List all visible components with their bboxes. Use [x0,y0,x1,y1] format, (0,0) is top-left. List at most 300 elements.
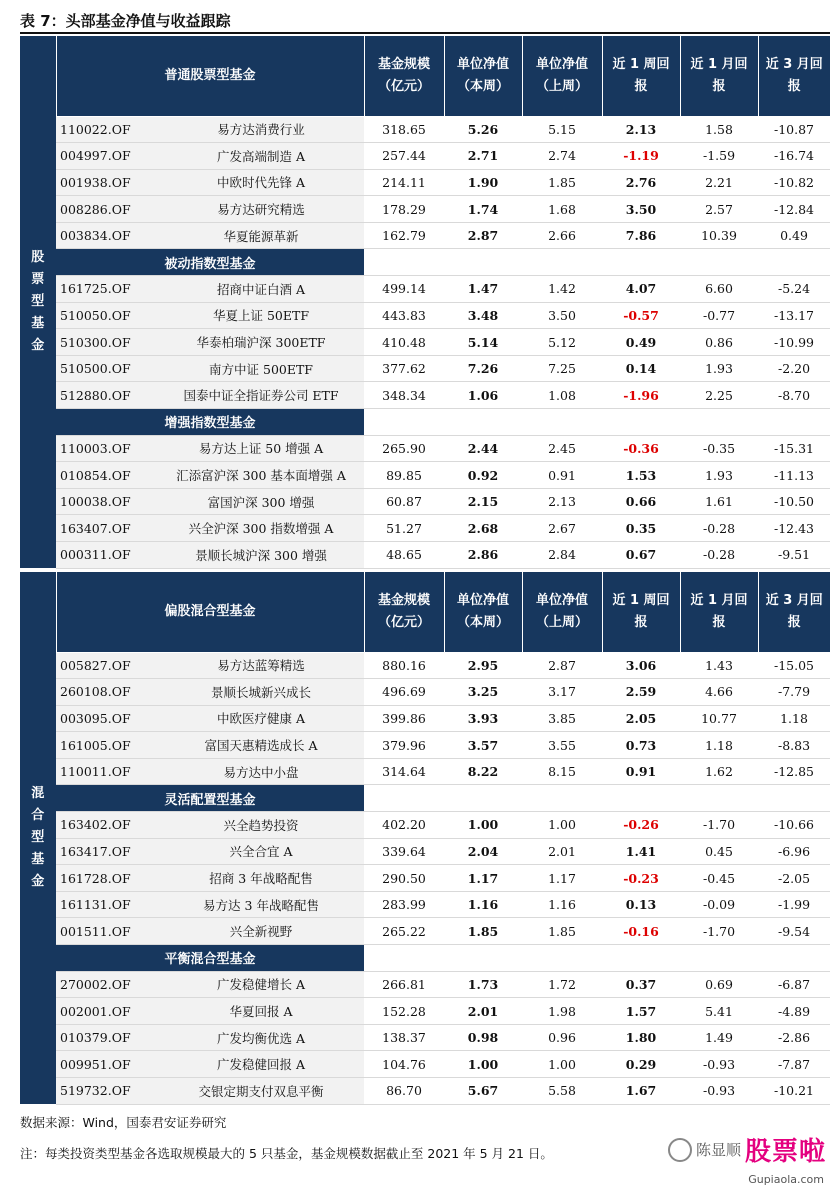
table-header-row [20,572,830,652]
return-1w: 2.13 [602,116,680,143]
fund-scale: 314.64 [364,758,444,785]
fund-scale: 152.28 [364,998,444,1025]
nav-last-week: 2.74 [522,143,602,170]
table-row [20,1051,830,1078]
return-1w: 0.66 [602,488,680,515]
nav-last-week: 5.12 [522,329,602,356]
return-1m: 1.43 [680,652,758,679]
fund-name: 广发稳健增长 A [158,971,364,998]
return-1w: 0.49 [602,329,680,356]
fund-name: 易方达研究精选 [158,196,364,223]
fund-name: 景顺长城沪深 300 增强 [158,542,364,569]
return-3m: -10.82 [758,169,830,196]
nav-this-week: 3.48 [444,302,522,329]
title-rule [20,32,830,34]
nav-this-week: 1.90 [444,169,522,196]
blank-cell [444,785,522,812]
fund-name: 富国天惠精选成长 A [158,732,364,759]
fund-code: 510050.OF [56,302,158,329]
return-1w: 1.53 [602,462,680,489]
fund-name: 中欧医疗健康 A [158,705,364,732]
return-3m: -10.87 [758,116,830,143]
fund-code: 110011.OF [56,758,158,785]
nav-this-week: 5.14 [444,329,522,356]
blank-cell [522,409,602,436]
return-1w: -0.16 [602,918,680,945]
return-3m: -10.50 [758,488,830,515]
fund-name: 兴全趋势投资 [158,812,364,839]
nav-this-week: 2.68 [444,515,522,542]
group-header: 偏股混合型基金 [56,572,364,652]
fund-code: 510300.OF [56,329,158,356]
group-header: 普通股票型基金 [56,36,364,116]
table-row [20,865,830,892]
return-1w: 1.41 [602,838,680,865]
return-1w: 0.35 [602,515,680,542]
return-1w: 4.07 [602,276,680,303]
table-row [20,971,830,998]
return-3m: -7.87 [758,1051,830,1078]
column-header-scale: 基金规模（亿元） [364,572,444,652]
fund-name: 广发稳健回报 A [158,1051,364,1078]
blank-cell [680,945,758,972]
return-1m: 10.77 [680,705,758,732]
table-row [20,758,830,785]
group-header: 平衡混合型基金 [56,945,364,972]
nav-last-week: 5.15 [522,116,602,143]
fund-code: 010379.OF [56,1024,158,1051]
fund-code: 519732.OF [56,1078,158,1105]
nav-last-week: 2.13 [522,488,602,515]
blank-cell [364,409,444,436]
table-row [20,812,830,839]
column-header-nav-this: 单位净值（本周） [444,572,522,652]
blank-cell [680,409,758,436]
table-row [20,515,830,542]
return-1m: 0.69 [680,971,758,998]
blank-cell [444,945,522,972]
return-3m: -10.99 [758,329,830,356]
column-header-ret-1w: 近 1 周回报 [602,572,680,652]
nav-this-week: 2.95 [444,652,522,679]
blank-cell [364,249,444,276]
nav-this-week: 0.98 [444,1024,522,1051]
watermark-url: Gupiaola.com [748,1173,824,1186]
nav-this-week: 3.57 [444,732,522,759]
fund-scale: 257.44 [364,143,444,170]
fund-scale: 60.87 [364,488,444,515]
fund-name: 兴全新视野 [158,918,364,945]
return-1w: 3.06 [602,652,680,679]
table-row [20,462,830,489]
blank-cell [522,249,602,276]
nav-last-week: 3.55 [522,732,602,759]
fund-scale: 379.96 [364,732,444,759]
column-header-nav-last: 单位净值（上周） [522,572,602,652]
table-row [20,705,830,732]
return-1m: 2.21 [680,169,758,196]
nav-last-week: 8.15 [522,758,602,785]
nav-this-week: 1.73 [444,971,522,998]
blank-cell [522,945,602,972]
fund-name: 易方达中小盘 [158,758,364,785]
return-1m: 4.66 [680,679,758,706]
fund-scale: 162.79 [364,222,444,249]
fund-scale: 410.48 [364,329,444,356]
blank-cell [364,785,444,812]
column-header-ret-1w: 近 1 周回报 [602,36,680,116]
fund-scale: 283.99 [364,891,444,918]
table-row [20,116,830,143]
table-row [20,302,830,329]
fund-scale: 339.64 [364,838,444,865]
return-3m: -2.86 [758,1024,830,1051]
nav-this-week: 2.04 [444,838,522,865]
return-3m: -8.83 [758,732,830,759]
nav-this-week: 1.00 [444,1051,522,1078]
column-header-ret-3m: 近 3 月回报 [758,36,830,116]
return-1m: 1.58 [680,116,758,143]
nav-last-week: 1.00 [522,1051,602,1078]
nav-last-week: 2.01 [522,838,602,865]
blank-cell [758,409,830,436]
fund-code: 260108.OF [56,679,158,706]
fund-code: 161005.OF [56,732,158,759]
return-3m: -15.31 [758,435,830,462]
blank-cell [444,409,522,436]
section-side-label: 混 合 型 基 金 [20,572,56,1104]
return-1w: -0.57 [602,302,680,329]
nav-this-week: 2.71 [444,143,522,170]
column-header-ret-1m: 近 1 月回报 [680,572,758,652]
table-row [20,382,830,409]
fund-code: 510500.OF [56,355,158,382]
return-1w: 7.86 [602,222,680,249]
return-1m: -1.59 [680,143,758,170]
fund-code: 161728.OF [56,865,158,892]
return-1w: 1.57 [602,998,680,1025]
nav-this-week: 3.93 [444,705,522,732]
nav-this-week: 3.25 [444,679,522,706]
fund-name: 中欧时代先锋 A [158,169,364,196]
return-3m: -16.74 [758,143,830,170]
column-header-ret-1m: 近 1 月回报 [680,36,758,116]
fund-code: 270002.OF [56,971,158,998]
fund-scale: 348.34 [364,382,444,409]
return-3m: -7.79 [758,679,830,706]
fund-code: 161725.OF [56,276,158,303]
return-1m: 1.93 [680,355,758,382]
fund-code: 003834.OF [56,222,158,249]
return-1m: -0.77 [680,302,758,329]
table-row [20,169,830,196]
return-1m: 1.61 [680,488,758,515]
blank-cell [602,945,680,972]
nav-last-week: 1.98 [522,998,602,1025]
return-3m: -12.43 [758,515,830,542]
fund-name: 汇添富沪深 300 基本面增强 A [158,462,364,489]
nav-this-week: 1.00 [444,812,522,839]
group-header: 被动指数型基金 [56,249,364,276]
blank-cell [602,785,680,812]
fund-table-equity [20,36,830,569]
table-row [20,679,830,706]
return-3m: -8.70 [758,382,830,409]
return-1w: 0.29 [602,1051,680,1078]
blank-cell [758,785,830,812]
fund-code: 009951.OF [56,1051,158,1078]
return-1m: -0.28 [680,542,758,569]
fund-scale: 48.65 [364,542,444,569]
fund-code: 163402.OF [56,812,158,839]
fund-name: 招商中证白酒 A [158,276,364,303]
fund-code: 001938.OF [56,169,158,196]
return-3m: -9.54 [758,918,830,945]
nav-last-week: 1.17 [522,865,602,892]
fund-scale: 104.76 [364,1051,444,1078]
return-1m: 5.41 [680,998,758,1025]
return-3m: -4.89 [758,998,830,1025]
blank-cell [680,785,758,812]
fund-scale: 178.29 [364,196,444,223]
nav-this-week: 1.16 [444,891,522,918]
return-1m: -0.45 [680,865,758,892]
blank-cell [602,409,680,436]
fund-code: 110003.OF [56,435,158,462]
nav-last-week: 1.00 [522,812,602,839]
fund-name: 易方达 3 年战略配售 [158,891,364,918]
fund-code: 004997.OF [56,143,158,170]
return-1w: 1.67 [602,1078,680,1105]
column-header-nav-last: 单位净值（上周） [522,36,602,116]
return-1m: 1.49 [680,1024,758,1051]
fund-name: 华夏上证 50ETF [158,302,364,329]
fund-scale: 265.22 [364,918,444,945]
fund-name: 易方达上证 50 增强 A [158,435,364,462]
fund-code: 008286.OF [56,196,158,223]
return-3m: -15.05 [758,652,830,679]
fund-scale: 880.16 [364,652,444,679]
blank-cell [758,945,830,972]
fund-scale: 318.65 [364,116,444,143]
nav-this-week: 2.01 [444,998,522,1025]
group-header-row [20,785,830,812]
return-1w: -0.23 [602,865,680,892]
nav-this-week: 8.22 [444,758,522,785]
nav-this-week: 2.86 [444,542,522,569]
return-1w: 2.76 [602,169,680,196]
fund-scale: 402.20 [364,812,444,839]
table-row [20,732,830,759]
return-1w: 2.05 [602,705,680,732]
return-1w: -1.19 [602,143,680,170]
fund-scale: 214.11 [364,169,444,196]
table-header-row [20,36,830,116]
fund-code: 100038.OF [56,488,158,515]
fund-code: 161131.OF [56,891,158,918]
nav-this-week: 1.17 [444,865,522,892]
nav-this-week: 0.92 [444,462,522,489]
blank-cell [364,945,444,972]
column-header-nav-this: 单位净值（本周） [444,36,522,116]
return-1w: 0.91 [602,758,680,785]
return-1m: -0.35 [680,435,758,462]
watermark-name: 陈显顺 [695,1141,741,1159]
nav-last-week: 2.87 [522,652,602,679]
table-row [20,355,830,382]
fund-scale: 89.85 [364,462,444,489]
nav-last-week: 7.25 [522,355,602,382]
blank-cell [602,249,680,276]
nav-last-week: 5.58 [522,1078,602,1105]
column-header-ret-3m: 近 3 月回报 [758,572,830,652]
table-row [20,276,830,303]
return-1w: 0.13 [602,891,680,918]
nav-this-week: 2.44 [444,435,522,462]
nav-this-week: 1.74 [444,196,522,223]
fund-name: 招商 3 年战略配售 [158,865,364,892]
wechat-icon [668,1138,692,1162]
group-header: 增强指数型基金 [56,409,364,436]
table-row [20,435,830,462]
return-1m: 10.39 [680,222,758,249]
table-row [20,329,830,356]
nav-last-week: 0.96 [522,1024,602,1051]
nav-last-week: 3.17 [522,679,602,706]
fund-code: 110022.OF [56,116,158,143]
return-3m: -2.05 [758,865,830,892]
fund-name: 华夏回报 A [158,998,364,1025]
footnote: 注：每类投资类型基金各选取规模最大的 5 只基金，基金规模数据截止至 2021 年 5 月 21 日。 [20,1146,553,1161]
return-1m: -0.93 [680,1078,758,1105]
return-1m: 1.18 [680,732,758,759]
fund-name: 广发均衡优选 A [158,1024,364,1051]
fund-scale: 51.27 [364,515,444,542]
source-note: 数据来源：Wind，国泰君安证券研究 [20,1115,227,1130]
return-1w: 0.67 [602,542,680,569]
return-1w: 0.37 [602,971,680,998]
table-title: 表 7：头部基金净值与收益跟踪 [20,12,231,30]
group-header-row [20,249,830,276]
return-1w: 0.14 [602,355,680,382]
return-1m: 2.25 [680,382,758,409]
watermark [668,1131,826,1168]
nav-last-week: 1.16 [522,891,602,918]
return-1w: 1.80 [602,1024,680,1051]
fund-scale: 443.83 [364,302,444,329]
blank-cell [758,249,830,276]
blank-cell [444,249,522,276]
nav-last-week: 1.42 [522,276,602,303]
nav-last-week: 1.85 [522,918,602,945]
return-1w: 2.59 [602,679,680,706]
fund-scale: 265.90 [364,435,444,462]
fund-code: 000311.OF [56,542,158,569]
fund-code: 002001.OF [56,998,158,1025]
fund-scale: 290.50 [364,865,444,892]
return-1w: 0.73 [602,732,680,759]
nav-last-week: 1.72 [522,971,602,998]
nav-this-week: 7.26 [444,355,522,382]
nav-this-week: 5.67 [444,1078,522,1105]
return-1m: 2.57 [680,196,758,223]
table-row [20,652,830,679]
return-3m: -10.66 [758,812,830,839]
return-1m: -1.70 [680,812,758,839]
return-3m: -13.17 [758,302,830,329]
return-3m: -2.20 [758,355,830,382]
return-3m: -6.96 [758,838,830,865]
fund-code: 001511.OF [56,918,158,945]
nav-last-week: 2.45 [522,435,602,462]
table-row [20,1024,830,1051]
fund-name: 国泰中证全指证券公司 ETF [158,382,364,409]
table-row [20,143,830,170]
fund-name: 兴全沪深 300 指数增强 A [158,515,364,542]
blank-cell [522,785,602,812]
section-side-label: 股 票 型 基 金 [20,36,56,568]
fund-name: 易方达消费行业 [158,116,364,143]
watermark-brand: 股票啦 [744,1137,826,1167]
fund-code: 005827.OF [56,652,158,679]
nav-last-week: 1.68 [522,196,602,223]
fund-scale: 377.62 [364,355,444,382]
nav-last-week: 3.85 [522,705,602,732]
fund-name: 华泰柏瑞沪深 300ETF [158,329,364,356]
return-1m: -0.09 [680,891,758,918]
return-3m: -12.84 [758,196,830,223]
nav-last-week: 2.66 [522,222,602,249]
return-1w: -0.26 [602,812,680,839]
fund-scale: 266.81 [364,971,444,998]
fund-code: 010854.OF [56,462,158,489]
fund-code: 512880.OF [56,382,158,409]
fund-name: 广发高端制造 A [158,143,364,170]
fund-scale: 86.70 [364,1078,444,1105]
return-1m: 1.93 [680,462,758,489]
return-3m: -9.51 [758,542,830,569]
nav-this-week: 1.47 [444,276,522,303]
nav-last-week: 3.50 [522,302,602,329]
fund-scale: 138.37 [364,1024,444,1051]
nav-last-week: 2.84 [522,542,602,569]
fund-name: 交银定期支付双息平衡 [158,1078,364,1105]
return-3m: -6.87 [758,971,830,998]
nav-last-week: 1.85 [522,169,602,196]
nav-last-week: 0.91 [522,462,602,489]
fund-name: 兴全合宜 A [158,838,364,865]
fund-code: 163407.OF [56,515,158,542]
return-3m: -1.99 [758,891,830,918]
table-row [20,488,830,515]
table-row [20,222,830,249]
nav-this-week: 2.15 [444,488,522,515]
fund-scale: 496.69 [364,679,444,706]
return-3m: -10.21 [758,1078,830,1105]
table-row [20,998,830,1025]
fund-name: 易方达蓝筹精选 [158,652,364,679]
table-row [20,196,830,223]
table-row [20,918,830,945]
fund-name: 华夏能源革新 [158,222,364,249]
fund-name: 富国沪深 300 增强 [158,488,364,515]
blank-cell [680,249,758,276]
table-row [20,542,830,569]
table-row [20,891,830,918]
table-row [20,1078,830,1105]
return-1w: -0.36 [602,435,680,462]
nav-last-week: 2.67 [522,515,602,542]
